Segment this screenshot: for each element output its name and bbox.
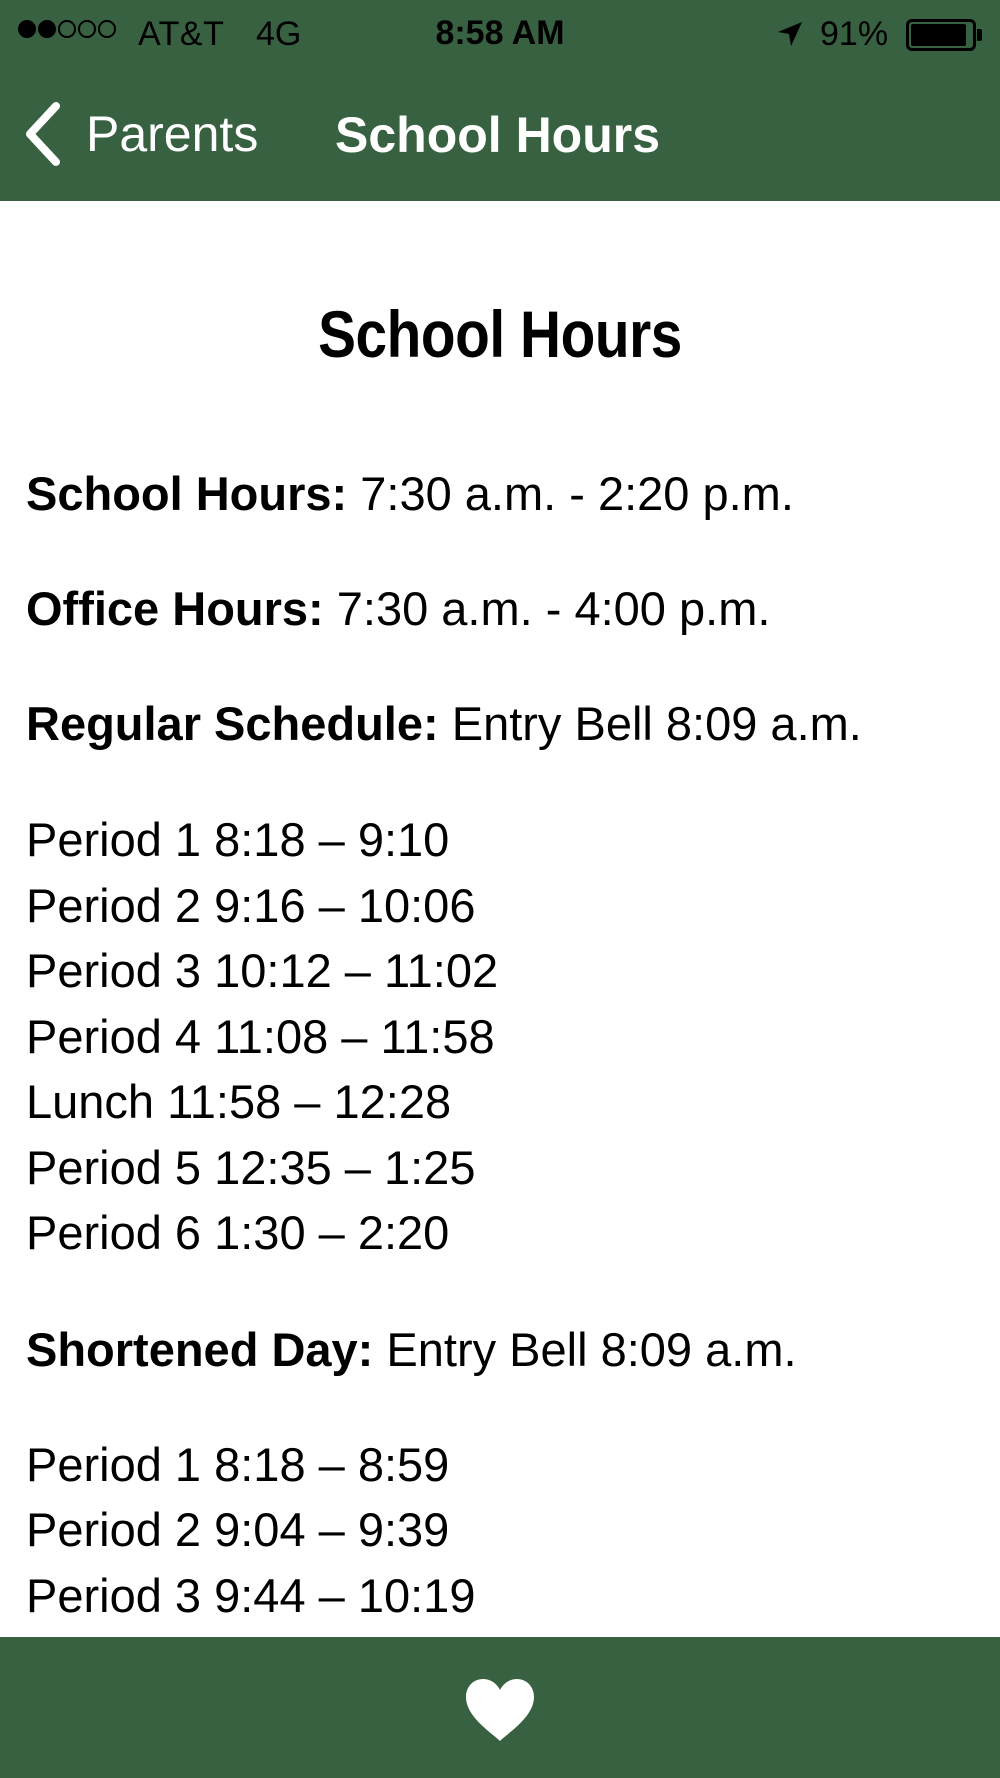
content-area[interactable] (0, 201, 1000, 1637)
list-item: Period 1 8:18 – 8:59 (26, 1438, 450, 1491)
list-item: Period 3 10:12 – 11:02 (26, 944, 499, 997)
heart-icon[interactable] (462, 1675, 538, 1745)
status-bar (0, 0, 1000, 68)
battery-icon (906, 19, 976, 51)
school-hours-label: School Hours: (26, 467, 348, 520)
bottom-toolbar (0, 1637, 1000, 1778)
shortened-day-label: Shortened Day: (26, 1323, 374, 1376)
list-item: Period 3 9:44 – 10:19 (26, 1569, 476, 1622)
office-hours-line (26, 581, 770, 636)
navigation-bar (0, 68, 1000, 201)
list-item: Period 4 11:08 – 11:58 (26, 1010, 495, 1063)
back-button-label: Parents (86, 106, 259, 162)
regular-schedule-line (26, 696, 862, 751)
regular-schedule-value: Entry Bell 8:09 a.m. (438, 697, 862, 750)
network-type: 4G (256, 15, 302, 53)
regular-schedule-label: Regular Schedule: (26, 697, 439, 750)
list-item: Period 5 12:35 – 1:25 (26, 1141, 476, 1194)
office-hours-value: 7:30 a.m. - 4:00 p.m. (323, 582, 771, 635)
shortened-day-line (26, 1322, 797, 1377)
page-title: School Hours (318, 297, 682, 371)
list-item: Period 2 9:04 – 9:39 (26, 1503, 450, 1556)
list-item: Period 2 9:16 – 10:06 (26, 879, 476, 932)
battery-level-fill (911, 24, 966, 46)
list-item: Period 1 8:18 – 9:10 (26, 813, 450, 866)
carrier-name: AT&T (138, 15, 225, 53)
location-arrow-icon (776, 20, 804, 48)
school-hours-line (26, 466, 794, 521)
chevron-left-icon (22, 100, 64, 168)
back-button[interactable] (22, 98, 258, 170)
battery-percent: 91% (820, 15, 889, 53)
office-hours-label: Office Hours: (26, 582, 324, 635)
list-item: Period 6 1:30 – 2:20 (26, 1206, 450, 1259)
list-item: Lunch 11:58 – 12:28 (26, 1075, 452, 1128)
shortened-day-value: Entry Bell 8:09 a.m. (373, 1323, 797, 1376)
school-hours-value: 7:30 a.m. - 2:20 p.m. (347, 467, 794, 520)
nav-title: School Hours (335, 107, 661, 163)
top-header (0, 0, 1000, 201)
status-time: 8:58 AM (435, 14, 565, 52)
battery-tip (977, 29, 982, 41)
